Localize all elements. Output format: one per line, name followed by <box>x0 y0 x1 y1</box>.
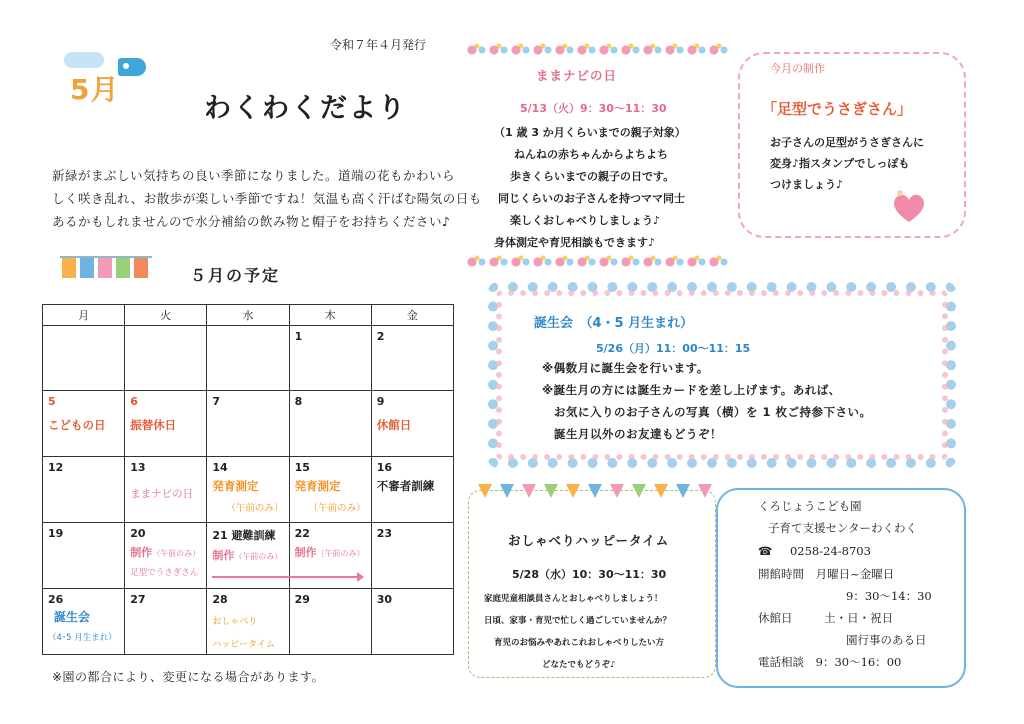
phone-row <box>758 544 871 558</box>
mamanavi-date: 5/13（火）9：30～11：30 <box>520 102 667 115</box>
center-name: 子育て支援センターわくわく <box>768 521 918 535</box>
intro-text <box>52 164 482 233</box>
mamanavi-line: 身体測定や育児相談もできます♪ <box>494 236 656 249</box>
calendar-table <box>42 304 454 655</box>
calendar-day <box>371 589 453 655</box>
happy-time-line: 育児のお悩みやあれこれおしゃべりしたい方 <box>494 638 665 648</box>
calendar-day <box>371 391 453 457</box>
day-event-note: （午前のみ） <box>234 552 283 561</box>
day-event: こどもの日 <box>48 418 106 432</box>
birthday-line: お気に入りのお子さんの写真（横）を 1 枚ご持参下さい。 <box>554 405 872 419</box>
day-event-detail: ハッピータイム <box>212 640 275 650</box>
day-number: 20 <box>130 527 146 540</box>
page-title: わくわくだより <box>204 93 407 124</box>
calendar-day <box>125 326 207 391</box>
day-number: 28 <box>212 593 228 606</box>
calendar-day <box>207 457 289 523</box>
day-number: 19 <box>48 527 64 540</box>
craft-description <box>770 132 950 195</box>
day-event-note: （午前のみ） <box>316 549 365 558</box>
calendar-day <box>43 326 125 391</box>
facility-name: くろじょうこども園 <box>758 499 862 513</box>
day-event: 休館日 <box>376 418 412 432</box>
calendar-day <box>289 457 371 523</box>
mamanavi-line: （1 歳 3 か月くらいまでの親子対象） <box>494 126 686 139</box>
day-event <box>212 547 283 563</box>
day-number: 13 <box>130 461 146 474</box>
day-event-note: （午前のみ） <box>226 503 284 514</box>
cloud-icon <box>64 52 104 68</box>
rabbit-footprint-icon <box>890 190 928 224</box>
day-number: 16 <box>376 461 393 474</box>
day-number: 7 <box>212 395 221 408</box>
calendar-day <box>125 523 207 589</box>
phone-number: 0258-24-8703 <box>789 544 871 558</box>
calendar-week <box>43 326 454 391</box>
craft-line: お子さんの足型がうさぎさんに <box>770 136 924 149</box>
calendar-day <box>125 457 207 523</box>
mamanavi-title: ままナビの日 <box>536 68 618 83</box>
day-number: 23 <box>376 527 393 540</box>
craft-title: 「足型でうさぎさん」 <box>762 100 913 118</box>
craft-line: つけましょう♪ <box>770 178 844 191</box>
day-number: 26 <box>48 593 64 606</box>
calendar-day <box>43 523 125 589</box>
mamanavi-line: 楽しくおしゃべりしましょう♪ <box>510 214 661 227</box>
birthday-date: 5/26（月）11：00～11：15 <box>596 342 751 355</box>
day-event-note: （午前のみ） <box>152 549 201 558</box>
craft-label: 今月の制作 <box>770 62 825 75</box>
open-label: 開館時間 <box>758 567 804 581</box>
weekday-header: 木 <box>289 305 371 326</box>
day-event: 発育測定 <box>212 479 259 493</box>
koinobori-icon <box>118 58 146 76</box>
happy-time-date: 5/28（水）10：30～11：30 <box>512 568 667 581</box>
day-number: 12 <box>48 461 64 474</box>
day-number: 1 <box>294 330 303 343</box>
day-event-label: 制作 <box>130 546 153 559</box>
calendar-week <box>43 523 454 589</box>
calendar-week <box>43 589 454 655</box>
closed-days: 土・日・祝日 <box>824 611 894 625</box>
calendar-day <box>43 457 125 523</box>
calendar-day <box>207 326 289 391</box>
day-number: 15 <box>294 461 310 474</box>
day-number: 30 <box>376 593 393 606</box>
day-number <box>212 527 283 543</box>
calendar-day <box>43 589 125 655</box>
consult-row <box>758 654 901 670</box>
intro-line: しく咲き乱れ、お散歩が楽しい季節ですね！気温も高く汗ばむ陽気の日も <box>52 191 482 206</box>
arrow-icon <box>212 576 362 578</box>
closed-row <box>758 610 893 626</box>
calendar-week <box>43 391 454 457</box>
day-event: ままナビの日 <box>130 488 194 500</box>
mamanavi-line: 歩きくらいまでの親子の日です。 <box>510 170 675 183</box>
day-event-note: （午前のみ） <box>308 503 366 514</box>
consult-label: 電話相談 <box>758 655 804 669</box>
day-number-value: 21 <box>212 529 228 542</box>
day-event: 不審者訓練 <box>376 479 435 493</box>
bunting-icon <box>472 480 716 504</box>
day-number: 5 <box>48 395 56 408</box>
closed-extra: 園行事のある日 <box>846 633 927 647</box>
schedule-title: ５月の予定 <box>190 266 281 285</box>
mamanavi-line: 同じくらいのお子さんを持つママ同士 <box>498 192 685 205</box>
calendar-day <box>125 589 207 655</box>
schedule-note: ※園の都合により、変更になる場合があります。 <box>52 670 325 684</box>
day-event: 誕生会 <box>54 610 91 624</box>
flower-garland-icon <box>466 42 728 58</box>
day-number: 27 <box>130 593 146 606</box>
day-event: 振替休日 <box>130 418 177 432</box>
birthday-line: ※誕生月の方には誕生カードを差し上げます。あれば、 <box>542 383 841 397</box>
weekday-header: 金 <box>371 305 453 326</box>
mamanavi-line: ねんねの赤ちゃんからよちよち <box>514 148 668 161</box>
day-event-label: 制作 <box>212 549 235 562</box>
day-number: 29 <box>294 593 310 606</box>
day-event-detail: 足型でうさぎさん <box>130 568 199 578</box>
consult-hours: 9：30～16：00 <box>815 655 902 669</box>
happy-time-line: どなたでもどうぞ♪ <box>542 660 616 670</box>
day-event-note: （4･5 月生まれ） <box>48 633 117 643</box>
day-number: 8 <box>294 395 303 408</box>
calendar-day <box>125 391 207 457</box>
month-badge: 5月 <box>70 73 120 106</box>
closed-label: 休館日 <box>758 611 793 625</box>
day-event: 発育測定 <box>294 479 341 493</box>
calendar-day <box>207 523 289 589</box>
day-number: 2 <box>376 330 385 343</box>
calendar-week <box>43 457 454 523</box>
flower-garland-icon <box>466 254 728 270</box>
birthday-line: 誕生月以外のお友達もどうぞ！ <box>554 427 722 441</box>
day-event: おしゃべり <box>212 617 258 627</box>
craft-line: 変身♪指スタンプでしっぽも <box>770 157 910 170</box>
calendar-day <box>289 589 371 655</box>
happy-time-box <box>468 490 716 678</box>
calendar-day <box>371 326 453 391</box>
calendar-day <box>207 391 289 457</box>
intro-line: 新緑がまぶしい気持ちの良い季節になりました。道端の花もかわいら <box>52 168 456 183</box>
birthday-line: ※偶数月に誕生会を行います。 <box>542 361 709 375</box>
day-event <box>130 544 201 560</box>
weekday-header: 水 <box>207 305 289 326</box>
weekday-header: 火 <box>125 305 207 326</box>
open-hours: 9：30～14：30 <box>846 589 932 603</box>
day-event: 避難訓練 <box>231 529 276 542</box>
phone-icon: ☎ <box>758 544 773 558</box>
happy-time-line: 家庭児童相談員さんとおしゃべりしましょう！ <box>484 594 663 604</box>
calendar-day <box>371 457 453 523</box>
day-number: 22 <box>294 527 310 540</box>
day-event-label: 制作 <box>294 546 317 559</box>
issue-date: 令和７年４月発行 <box>330 38 427 52</box>
calendar-day <box>371 523 453 589</box>
calendar-day <box>289 326 371 391</box>
calendar-day <box>289 391 371 457</box>
day-number: 14 <box>212 461 228 474</box>
day-number: 6 <box>130 395 138 408</box>
happy-time-line: 日頃、家事・育児で忙しく過ごしていませんか？ <box>484 616 672 626</box>
intro-line: あるかもしれませんので水分補給の飲み物と帽子をお持ちください♪ <box>52 214 451 229</box>
day-number: 9 <box>376 395 385 408</box>
calendar-header-row <box>43 305 454 326</box>
happy-time-title: おしゃべりハッピータイム <box>508 533 670 548</box>
birthday-title: 誕生会 （4・5 月生まれ） <box>534 316 694 331</box>
open-days: 月曜日~金曜日 <box>815 567 895 581</box>
calendar-day <box>207 589 289 655</box>
calendar-day <box>43 391 125 457</box>
open-row <box>758 566 894 582</box>
day-event <box>295 544 366 560</box>
weekday-header: 月 <box>43 305 125 326</box>
koinobori-flags-icon <box>60 252 152 280</box>
